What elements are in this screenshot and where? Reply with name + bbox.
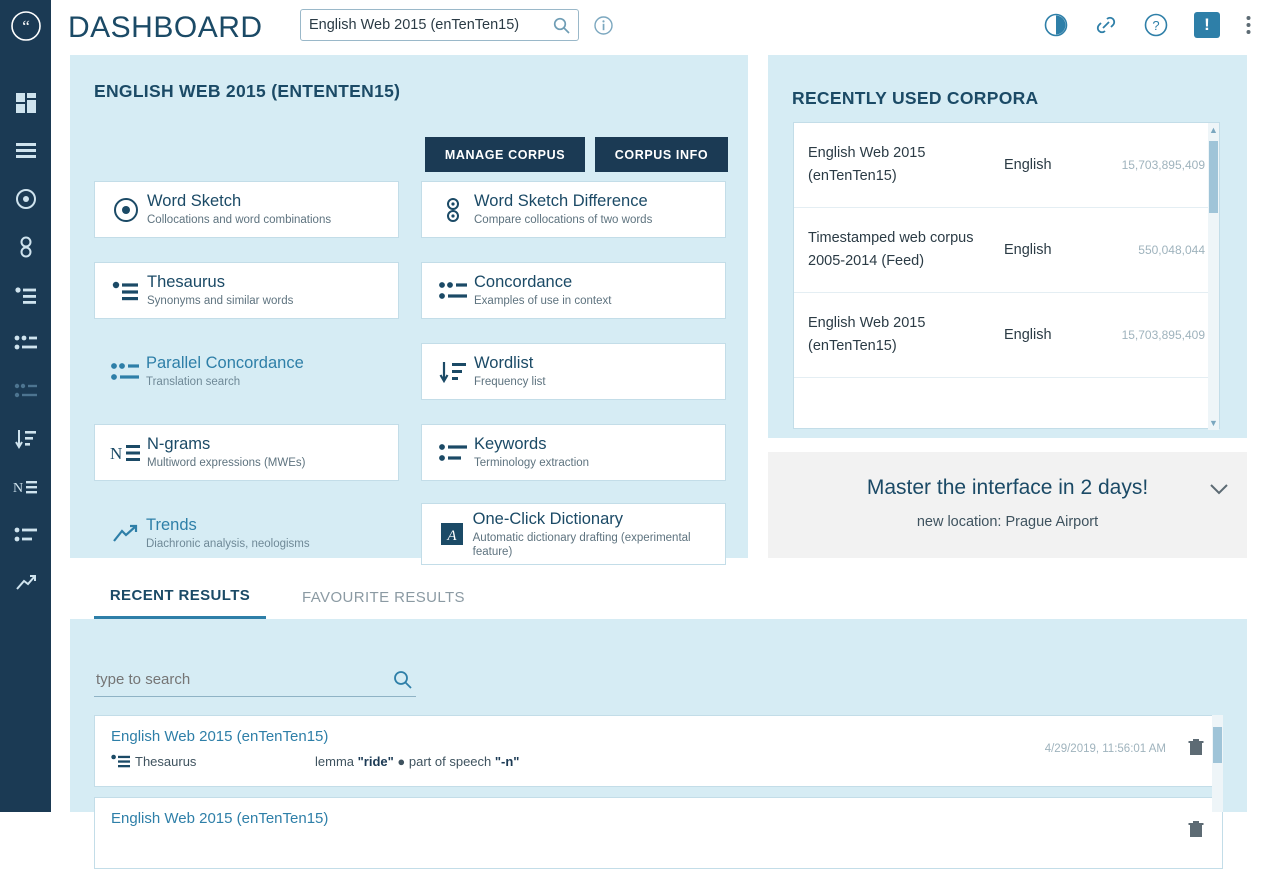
tool-thesaurus[interactable] xyxy=(94,262,399,319)
tool-concordance[interactable] xyxy=(421,262,726,319)
tool-title: Wordlist xyxy=(474,354,534,372)
results-scrollbar[interactable] xyxy=(1212,715,1223,812)
sidebar-item-word-sketch[interactable] xyxy=(0,175,51,223)
svg-text:N: N xyxy=(110,443,123,463)
tool-sub: Multiword expressions (MWEs) xyxy=(147,457,306,469)
tool-one-click-dictionary[interactable] xyxy=(421,503,726,565)
tool-title: Word Sketch xyxy=(147,192,242,210)
sidebar-item-parallel-concordance[interactable] xyxy=(0,367,51,415)
tool-title: Word Sketch Difference xyxy=(474,192,648,210)
tool-title: N-grams xyxy=(147,435,211,453)
sidebar-item-keywords[interactable] xyxy=(0,511,51,559)
promo-headline: Master the interface in 2 days! xyxy=(866,476,1149,499)
corpus-size: 15,703,895,409 xyxy=(1121,328,1205,342)
tab-label: RECENT RESULTS xyxy=(109,587,251,604)
svg-text:N: N xyxy=(12,481,23,496)
results-tabs xyxy=(70,575,1247,619)
word-sketch-difference-icon xyxy=(432,197,474,223)
tool-n-grams[interactable] xyxy=(94,424,399,481)
corpus-row[interactable] xyxy=(794,123,1219,208)
recently-used-corpora-panel xyxy=(768,55,1247,438)
promo-subtext: new location: Prague Airport xyxy=(916,514,1099,530)
results-panel xyxy=(70,575,1247,827)
search-icon[interactable] xyxy=(393,670,416,689)
tab-label: FAVOURITE RESULTS xyxy=(302,588,465,606)
n-grams-icon xyxy=(105,442,147,464)
sidebar xyxy=(0,0,51,812)
scrollbar-thumb[interactable] xyxy=(1209,141,1218,213)
sidebar-item-n-grams[interactable] xyxy=(0,463,51,511)
delete-icon[interactable] xyxy=(1188,820,1204,843)
corpus-tools-panel xyxy=(70,55,748,558)
tool-trends[interactable] xyxy=(94,505,399,562)
sidebar-item-thesaurus[interactable] xyxy=(0,271,51,319)
parallel-concordance-icon xyxy=(104,361,146,383)
tool-title: Keywords xyxy=(474,435,547,453)
result-item[interactable] xyxy=(94,797,1223,869)
corpus-language: English xyxy=(1004,242,1052,258)
scroll-up-icon[interactable]: ▲ xyxy=(1209,125,1218,135)
corpus-size: 550,048,044 xyxy=(1138,243,1205,257)
tool-sub: Translation search xyxy=(146,376,241,388)
svg-text:“: “ xyxy=(21,16,30,36)
chevron-down-icon[interactable] xyxy=(1209,482,1229,500)
corpus-language: English xyxy=(1004,327,1052,343)
corpus-size: 15,703,895,409 xyxy=(1121,158,1205,172)
corpus-name: English Web 2015 (enTenTen15) xyxy=(808,145,926,184)
svg-text:A: A xyxy=(447,528,457,544)
trends-icon xyxy=(104,523,146,545)
corpora-list xyxy=(793,122,1220,429)
wordlist-icon xyxy=(432,360,474,384)
tool-sub: Collocations and word combinations xyxy=(147,214,332,226)
recent-corpora-title: RECENTLY USED CORPORA xyxy=(792,88,1039,108)
result-meta xyxy=(111,754,1206,769)
tab-recent-results[interactable] xyxy=(94,575,266,619)
corpus-search-input[interactable] xyxy=(301,11,553,39)
notifications-badge[interactable]: ! xyxy=(1194,12,1220,38)
sidebar-nav xyxy=(0,79,51,607)
tool-keywords[interactable] xyxy=(421,424,726,481)
scroll-down-icon[interactable]: ▼ xyxy=(1209,418,1218,428)
results-list xyxy=(94,715,1223,827)
tool-parallel-concordance[interactable] xyxy=(94,343,399,400)
kebab-menu-icon[interactable] xyxy=(1246,15,1251,35)
sidebar-item-dashboard[interactable] xyxy=(0,79,51,127)
word-sketch-icon xyxy=(105,197,147,223)
corpora-scrollbar[interactable] xyxy=(1208,123,1219,430)
tool-title: One-Click Dictionary xyxy=(472,509,624,528)
app-logo-icon[interactable] xyxy=(0,0,51,51)
svg-text:?: ? xyxy=(1152,18,1160,33)
tool-sub: Terminology extraction xyxy=(474,457,590,469)
result-type: Thesaurus xyxy=(135,754,197,769)
result-query: lemma "ride" ● part of speech "-n" xyxy=(315,754,520,769)
scrollbar-thumb[interactable] xyxy=(1213,727,1222,763)
corpus-info-button[interactable]: CORPUS INFO xyxy=(595,137,728,172)
sidebar-item-trends[interactable] xyxy=(0,559,51,607)
tool-sub: Synonyms and similar words xyxy=(147,295,294,307)
thesaurus-icon xyxy=(105,280,147,302)
tab-favourite-results[interactable] xyxy=(286,575,481,619)
thesaurus-icon xyxy=(111,754,135,769)
tool-title: Thesaurus xyxy=(147,273,225,291)
tool-sub: Automatic dictionary drafting (experimental feature) xyxy=(472,531,691,558)
tool-title: Concordance xyxy=(474,273,573,291)
header xyxy=(51,0,1263,51)
result-item[interactable] xyxy=(94,715,1223,787)
results-search-input[interactable] xyxy=(94,670,393,689)
link-icon[interactable] xyxy=(1094,14,1118,36)
corpus-search[interactable] xyxy=(300,9,579,41)
keywords-icon xyxy=(432,442,474,464)
result-title[interactable]: English Web 2015 (enTenTen15) xyxy=(111,810,329,827)
promo-banner[interactable] xyxy=(768,452,1247,558)
tool-word-sketch-difference[interactable] xyxy=(421,181,726,238)
tool-title: Trends xyxy=(146,516,197,534)
sidebar-item-concordance[interactable] xyxy=(0,319,51,367)
sidebar-item-wordlist[interactable] xyxy=(0,415,51,463)
tool-sub: Examples of use in context xyxy=(474,295,612,307)
corpus-title: ENGLISH WEB 2015 (ENTENTEN15) xyxy=(94,81,401,101)
delete-icon[interactable] xyxy=(1188,738,1204,761)
header-actions xyxy=(1044,12,1251,38)
corpus-language: English xyxy=(1004,157,1052,173)
results-search[interactable] xyxy=(94,663,416,697)
concordance-icon xyxy=(432,280,474,302)
progress-icon[interactable] xyxy=(1044,13,1068,37)
corpus-row[interactable] xyxy=(794,293,1219,378)
tool-sub: Frequency list xyxy=(474,376,546,388)
corpus-name: English Web 2015 (enTenTen15) xyxy=(808,315,926,354)
info-icon[interactable] xyxy=(594,16,613,35)
sidebar-item-list[interactable] xyxy=(0,127,51,175)
dictionary-icon xyxy=(432,521,473,547)
help-icon[interactable] xyxy=(1144,13,1168,37)
tool-sub: Diachronic analysis, neologisms xyxy=(146,538,310,550)
search-icon[interactable] xyxy=(553,17,578,34)
tool-sub: Compare collocations of two words xyxy=(474,214,653,226)
sidebar-item-word-sketch-difference[interactable] xyxy=(0,223,51,271)
result-title[interactable]: English Web 2015 (enTenTen15) xyxy=(111,728,329,745)
result-date: 4/29/2019, 11:56:01 AM xyxy=(1044,743,1166,755)
page-title: DASHBOARD xyxy=(68,11,263,44)
tool-title: Parallel Concordance xyxy=(146,354,304,372)
manage-corpus-button[interactable]: MANAGE CORPUS xyxy=(425,137,585,172)
tool-word-sketch[interactable] xyxy=(94,181,399,238)
tool-wordlist[interactable] xyxy=(421,343,726,400)
corpus-name: Timestamped web corpus 2005-2014 (Feed) xyxy=(808,230,974,269)
corpus-row[interactable] xyxy=(794,208,1219,293)
